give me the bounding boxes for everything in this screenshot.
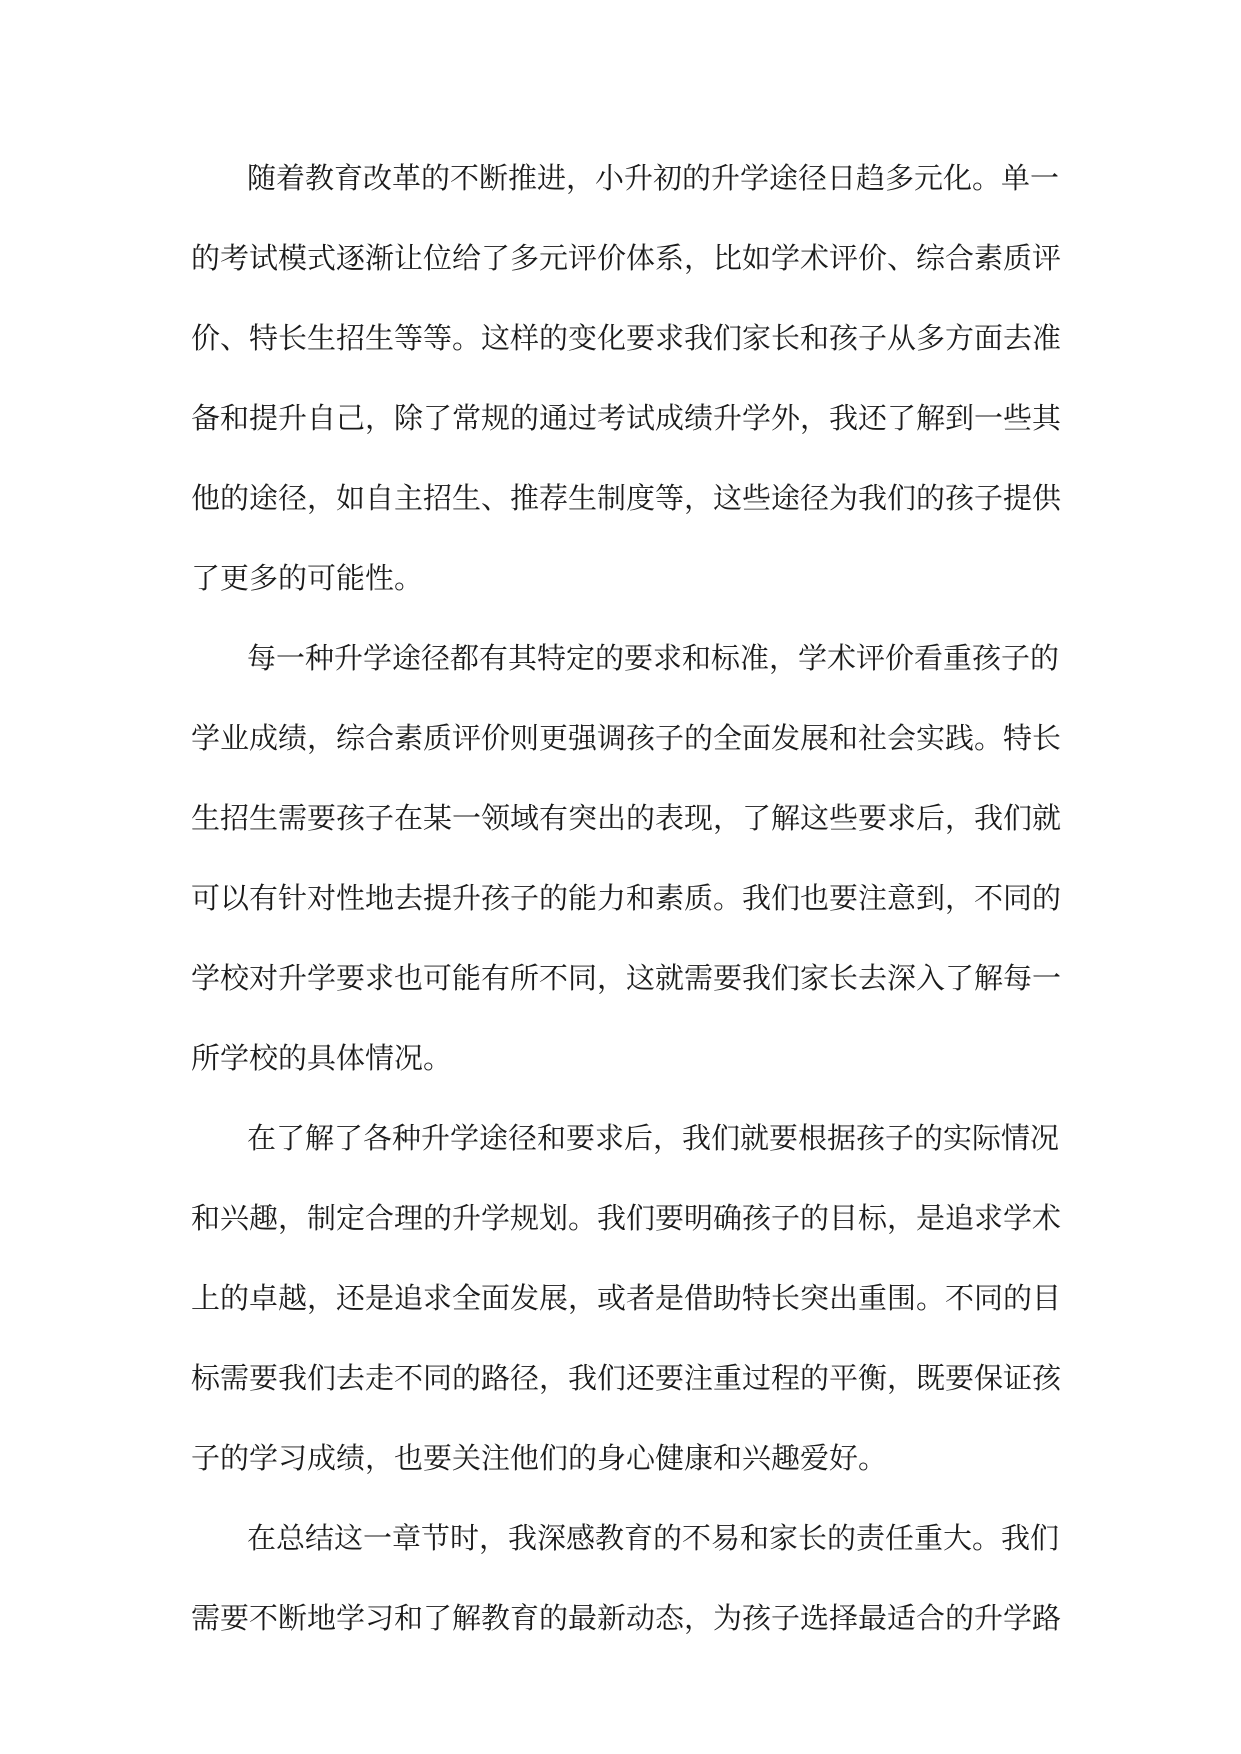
- paragraph-1-line-6: 了更多的可能性。: [191, 561, 424, 595]
- paragraph-1-line-1: 随着教育改革的不断推进，小升初的升学途径日趋多元化。单一: [247, 161, 1060, 195]
- paragraph-2-line-5: 学校对升学要求也可能有所不同，这就需要我们家长去深入了解每一: [191, 961, 1062, 995]
- paragraph-1-line-5: 他的途径，如自主招生、推荐生制度等，这些途径为我们的孩子提供: [191, 481, 1062, 515]
- paragraph-1-line-4: 备和提升自己，除了常规的通过考试成绩升学外，我还了解到一些其: [191, 401, 1062, 435]
- paragraph-1-line-2: 的考试模式逐渐让位给了多元评价体系，比如学术评价、综合素质评: [191, 241, 1062, 275]
- paragraph-2-line-1: 每一种升学途径都有其特定的要求和标准，学术评价看重孩子的: [247, 641, 1060, 675]
- body-text: [191, 138, 1062, 1658]
- paragraph-3-line-4: 标需要我们去走不同的路径，我们还要注重过程的平衡，既要保证孩: [191, 1361, 1062, 1395]
- paragraph-3-line-2: 和兴趣，制定合理的升学规划。我们要明确孩子的目标，是追求学术: [191, 1201, 1062, 1235]
- paragraph-2-line-2: 学业成绩，综合素质评价则更强调孩子的全面发展和社会实践。特长: [191, 721, 1062, 755]
- paragraph-2-line-3: 生招生需要孩子在某一领域有突出的表现，了解这些要求后，我们就: [191, 801, 1062, 835]
- paragraph-2-line-6: 所学校的具体情况。: [191, 1041, 453, 1075]
- paragraph-4-line-1: 在总结这一章节时，我深感教育的不易和家长的责任重大。我们: [247, 1521, 1060, 1555]
- paragraph-1-line-3: 价、特长生招生等等。这样的变化要求我们家长和孩子从多方面去准: [191, 321, 1062, 355]
- paragraph-3-line-5: 子的学习成绩，也要关注他们的身心健康和兴趣爱好。: [191, 1441, 888, 1475]
- paragraph-3-line-1: 在了解了各种升学途径和要求后，我们就要根据孩子的实际情况: [247, 1121, 1060, 1155]
- paragraph-2-line-4: 可以有针对性地去提升孩子的能力和素质。我们也要注意到，不同的: [191, 881, 1062, 915]
- paragraph-3-line-3: 上的卓越，还是追求全面发展，或者是借助特长突出重围。不同的目: [191, 1281, 1062, 1315]
- paragraph-4-line-2: 需要不断地学习和了解教育的最新动态，为孩子选择最适合的升学路: [191, 1601, 1062, 1635]
